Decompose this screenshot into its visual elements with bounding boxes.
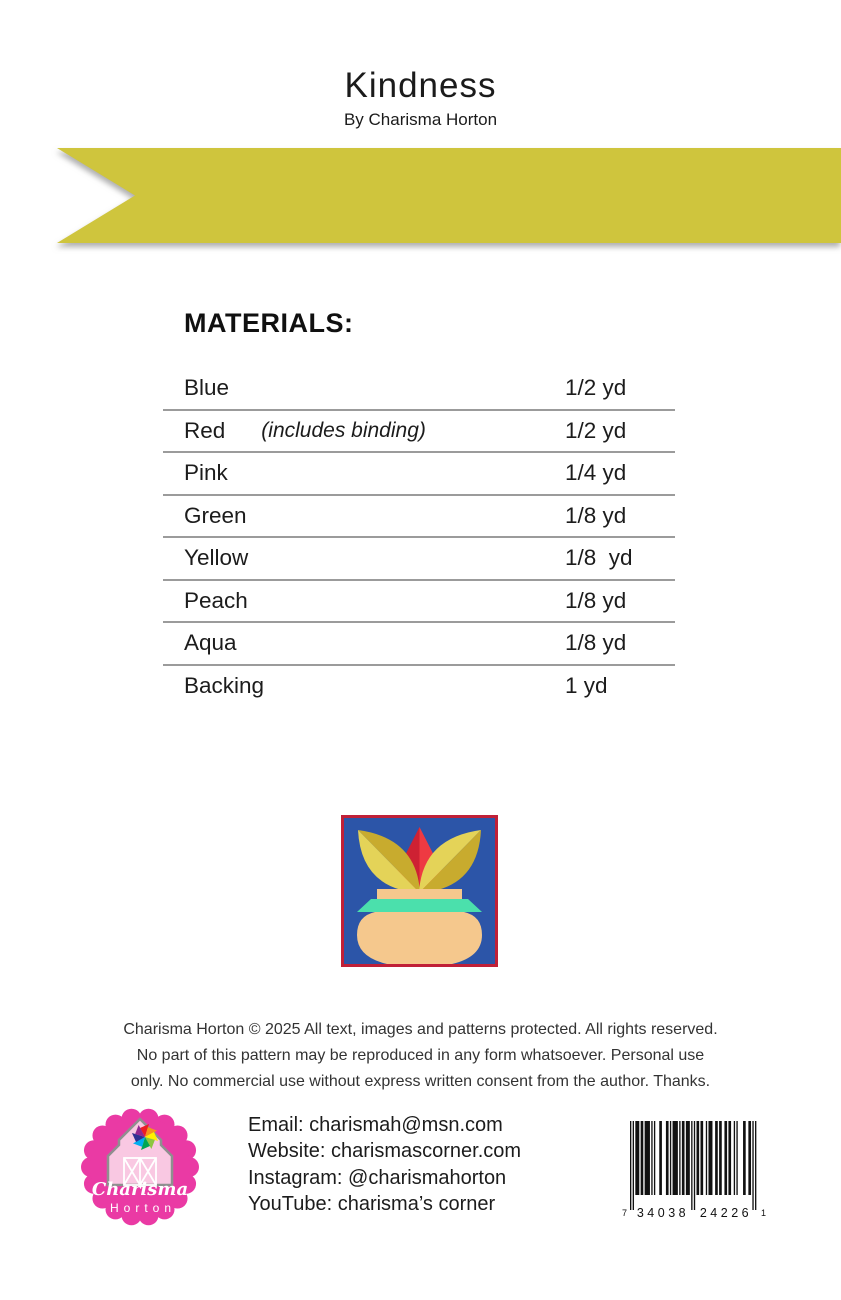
material-name: Red	[184, 417, 226, 443]
contact-line: YouTube: charisma’s corner	[248, 1192, 496, 1215]
material-quantity: 1/8 yd	[565, 545, 633, 571]
material-name: Green	[184, 502, 247, 528]
contact-info	[248, 1112, 521, 1217]
material-quantity: 1 yd	[565, 672, 608, 698]
ribbon-shape	[57, 148, 841, 243]
material-note: (includes binding)	[261, 418, 426, 442]
table-row	[163, 538, 675, 581]
table-row	[163, 496, 675, 539]
material-quantity: 1/4 yd	[565, 460, 627, 486]
barcode-left-digit: 7	[622, 1208, 628, 1218]
logo-name-sub: Horton	[109, 1201, 177, 1215]
material-name: Pink	[184, 460, 228, 486]
copyright-line: No part of this pattern may be reproduced in any form whatsoever. Personal use	[136, 1047, 705, 1064]
ribbon-banner	[57, 148, 841, 243]
upc-barcode	[620, 1121, 770, 1221]
contact-line: Email: charismah@msn.com	[248, 1114, 503, 1136]
material-name: Aqua	[184, 630, 237, 656]
table-row	[163, 368, 675, 411]
barcode-bars	[630, 1121, 756, 1210]
copyright-text	[0, 1017, 841, 1095]
material-quantity: 1/8 yd	[565, 587, 627, 613]
pot-body	[357, 912, 482, 964]
materials-heading: MATERIALS:	[184, 308, 354, 338]
barcode-group1: 34038	[636, 1206, 690, 1220]
material-name: Yellow	[184, 545, 249, 571]
material-name: Backing	[184, 672, 265, 698]
page-title: Kindness	[344, 66, 497, 105]
copyright-line: only. No commercial use without express written consent from the author. Thanks.	[130, 1073, 711, 1090]
barcode-right-digit: 1	[761, 1208, 767, 1218]
material-quantity: 1/8 yd	[565, 630, 627, 656]
table-row	[163, 581, 675, 624]
material-quantity: 1/2 yd	[565, 375, 627, 401]
logo-name-script: Charisma	[91, 1179, 189, 1200]
materials-table	[163, 368, 675, 706]
material-quantity: 1/2 yd	[565, 417, 627, 443]
material-name: Blue	[184, 375, 230, 401]
material-name: Peach	[184, 587, 248, 613]
barcode-group2: 24226	[699, 1206, 753, 1220]
table-row	[163, 453, 675, 496]
table-row	[163, 666, 675, 707]
contact-line: Instagram: @charismahorton	[248, 1166, 507, 1189]
quilt-block-image	[341, 815, 498, 967]
table-row	[163, 411, 675, 454]
pot-band	[357, 899, 482, 912]
material-quantity: 1/8 yd	[565, 502, 627, 528]
table-row	[163, 623, 675, 666]
copyright-line: Charisma Horton © 2025 All text, images and patterns protected. All rights reserved.	[123, 1021, 718, 1038]
contact-line: Website: charismascorner.com	[248, 1140, 522, 1163]
charisma-horton-logo	[72, 1094, 212, 1254]
pot-rim	[377, 889, 462, 899]
page-subtitle: By Charisma Horton	[343, 110, 498, 129]
